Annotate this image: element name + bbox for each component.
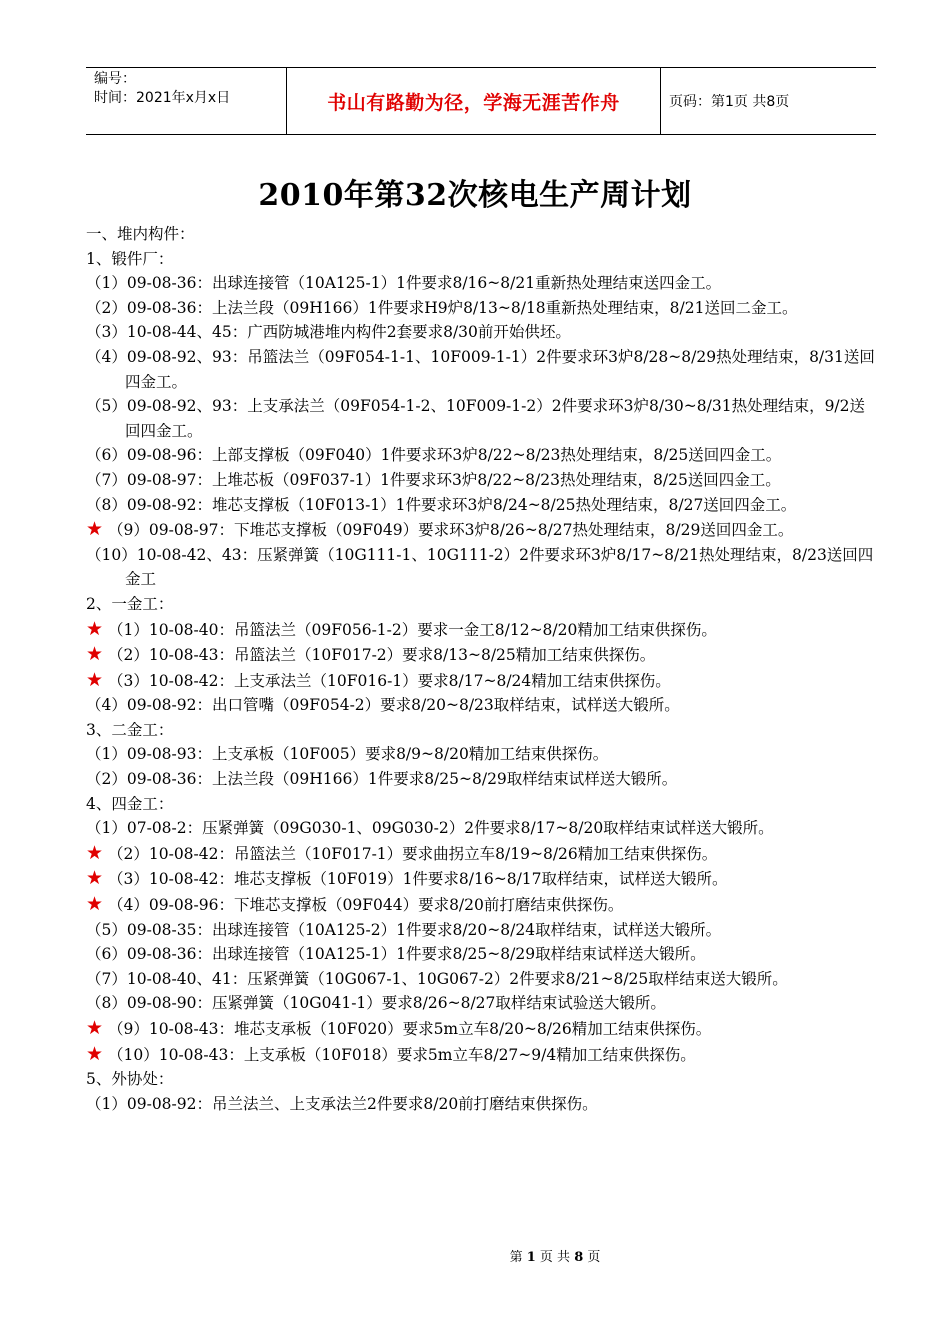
section-heading [86, 1067, 880, 1092]
list-item [86, 668, 880, 694]
line-text: （6）09-08-36：出球连接管（10A125-1）1件要求8/25~8/29取样结束试样送大锻所。 [86, 945, 706, 964]
section-heading [86, 247, 880, 272]
line-text: （2）10-08-43：吊篮法兰（10F017-2）要求8/13~8/25精加工结束供探伤。 [108, 646, 656, 665]
line-text: （1）10-08-40：吊篮法兰（09F056-1-2）要求一金工8/12~8/20精加工结束供探伤。 [108, 620, 717, 639]
line-text: （1）09-08-36：出球连接管（10A125-1）1件要求8/16~8/21重新热处理结束送四金工。 [86, 274, 722, 293]
line-text: （9）10-08-43：堆芯支承板（10F020）要求5m立车8/20~8/26精加工结束供探伤。 [108, 1020, 712, 1038]
list-item [86, 617, 880, 643]
line-text: （8）09-08-92：堆芯支撑板（10F013-1）1件要求环3炉8/24~8/25热处理结束，8/27送回四金工。 [86, 495, 797, 514]
section-heading [86, 222, 880, 247]
section-heading [86, 592, 880, 617]
line-text: （3）10-08-42：堆芯支撑板（10F019）1件要求8/16~8/17取样结束，试样送大锻所。 [108, 870, 728, 889]
line-text: （6）09-08-96：上部支撑板（09F040）1件要求环3炉8/22~8/23热处理结束，8/25送回四金工。 [86, 446, 782, 465]
line-text: （4）09-08-96：下堆芯支撑板（09F044）要求8/20前打磨结束供探伤。 [108, 896, 624, 915]
list-item [86, 1042, 880, 1068]
list-item [86, 991, 880, 1016]
line-text: （5）09-08-92、93：上支承法兰（09F054-1-2、10F009-1-2）2件要求环3炉8/30~8/31热处理结束，9/2送回四金工。 [86, 397, 866, 440]
serial-label: 编号： [94, 71, 136, 87]
line-text: （2）09-08-36：上法兰段（09H166）1件要求8/25~8/29取样结束试样送大锻所。 [86, 770, 678, 789]
list-item [86, 1092, 880, 1117]
star-icon: ★ [86, 893, 104, 916]
header-left-cell [86, 68, 287, 134]
line-text: 一、堆内构件： [86, 225, 195, 243]
list-item [86, 918, 880, 943]
line-text: （5）09-08-35：出球连接管（10A125-2）1件要求8/20~8/24取样结束，试样送大锻所。 [86, 920, 722, 939]
footer-mid: 页 共 [535, 1250, 575, 1265]
document-title: 2010年第32次核电生产周计划 [258, 178, 692, 213]
line-text: （1）09-08-92：吊兰法兰、上支承法兰2件要求8/20前打磨结束供探伤。 [86, 1094, 598, 1113]
header-page-label: 页码：第1页 共8页 [669, 94, 790, 110]
list-item [86, 642, 880, 668]
list-item [86, 320, 880, 345]
list-item [86, 517, 880, 543]
line-text: （1）09-08-93：上支承板（10F005）要求8/9~8/20精加工结束供探伤。 [86, 745, 609, 764]
footer-page-number: 1 [526, 1250, 536, 1265]
list-item [86, 443, 880, 468]
header-motto: 书山有路勤为径，学海无涯苦作舟 [287, 68, 661, 134]
list-item [86, 892, 880, 918]
page-footer [0, 1246, 950, 1265]
footer-post: 页 [583, 1250, 601, 1265]
star-icon: ★ [86, 1042, 104, 1065]
line-text: （4）09-08-92、93：吊篮法兰（09F054-1-1、10F009-1-1）2件要求环3炉8/28~8/29热处理结束，8/31送回四金工。 [86, 347, 875, 391]
line-text: （2）10-08-42：吊篮法兰（10F017-1）要求曲拐立车8/19~8/26精加工结束供探伤。 [108, 844, 718, 863]
list-item [86, 271, 880, 296]
line-text: （3）10-08-42：上支承法兰（10F016-1）要求8/17~8/24精加工结束供探伤。 [108, 671, 671, 690]
list-item [86, 767, 880, 792]
line-text: 2、一金工： [86, 594, 174, 613]
section-heading [86, 718, 880, 743]
time-label: 时间：2021年x月x日 [94, 90, 231, 106]
list-item [86, 742, 880, 767]
list-item [86, 816, 880, 841]
line-text: （8）09-08-90：压紧弹簧（10G041-1）要求8/26~8/27取样结束试验送大锻所。 [86, 994, 666, 1013]
list-item [86, 468, 880, 493]
line-text: （7）09-08-97：上堆芯板（09F037-1）1件要求环3炉8/22~8/23热处理结束，8/25送回四金工。 [86, 470, 781, 489]
line-text: （4）09-08-92：出口管嘴（09F054-2）要求8/20~8/23取样结束，试样送大锻所。 [86, 696, 680, 715]
star-icon: ★ [86, 841, 104, 864]
list-item [86, 942, 880, 967]
line-text: 4、四金工： [86, 794, 174, 813]
star-icon: ★ [86, 1017, 104, 1039]
line-text: 5、外协处： [86, 1070, 174, 1089]
list-item [86, 394, 880, 443]
line-text: （7）10-08-40、41：压紧弹簧（10G067-1、10G067-2）2件要求8/21~8/25取样结束送大锻所。 [86, 969, 788, 988]
list-item [86, 866, 880, 892]
section-heading [86, 792, 880, 817]
list-item [86, 693, 880, 718]
list-item [86, 841, 880, 867]
line-text: 3、二金工： [86, 720, 174, 739]
list-item [86, 967, 880, 992]
line-text: （10）10-08-42、43：压紧弹簧（10G111-1、10G111-2）2件要求环3炉8/17~8/21热处理结束，8/23送回四金工 [86, 545, 874, 589]
line-text: 1、锻件厂： [86, 249, 174, 268]
star-icon: ★ [86, 643, 104, 666]
header-table [86, 67, 876, 135]
list-item [86, 493, 880, 518]
list-item [86, 345, 880, 394]
list-item [86, 543, 880, 592]
line-text: （10）10-08-43：上支承板（10F018）要求5m立车8/27~9/4精加工结束供探伤。 [108, 1045, 696, 1064]
line-text: （3）10-08-44、45：广西防城港堆内构件2套要求8/30前开始供坯。 [86, 323, 571, 342]
star-icon: ★ [86, 617, 104, 640]
list-item [86, 296, 880, 321]
line-text: （1）07-08-2：压紧弹簧（09G030-1、09G030-2）2件要求8/17~8/20取样结束试样送大锻所。 [86, 819, 774, 838]
line-text: （9）09-08-97：下堆芯支撑板（09F049）要求环3炉8/26~8/27热处理结束，8/29送回四金工。 [108, 521, 794, 540]
footer-pre: 第 [509, 1250, 527, 1265]
line-text: （2）09-08-36：上法兰段（09H166）1件要求H9炉8/13~8/18重新热处理结束，8/21送回二金工。 [86, 298, 798, 317]
star-icon: ★ [86, 867, 104, 890]
document-body [86, 222, 880, 1116]
list-item [86, 1016, 880, 1042]
star-icon: ★ [86, 518, 104, 541]
footer-total-pages: 8 [574, 1250, 584, 1265]
star-icon: ★ [86, 668, 104, 691]
